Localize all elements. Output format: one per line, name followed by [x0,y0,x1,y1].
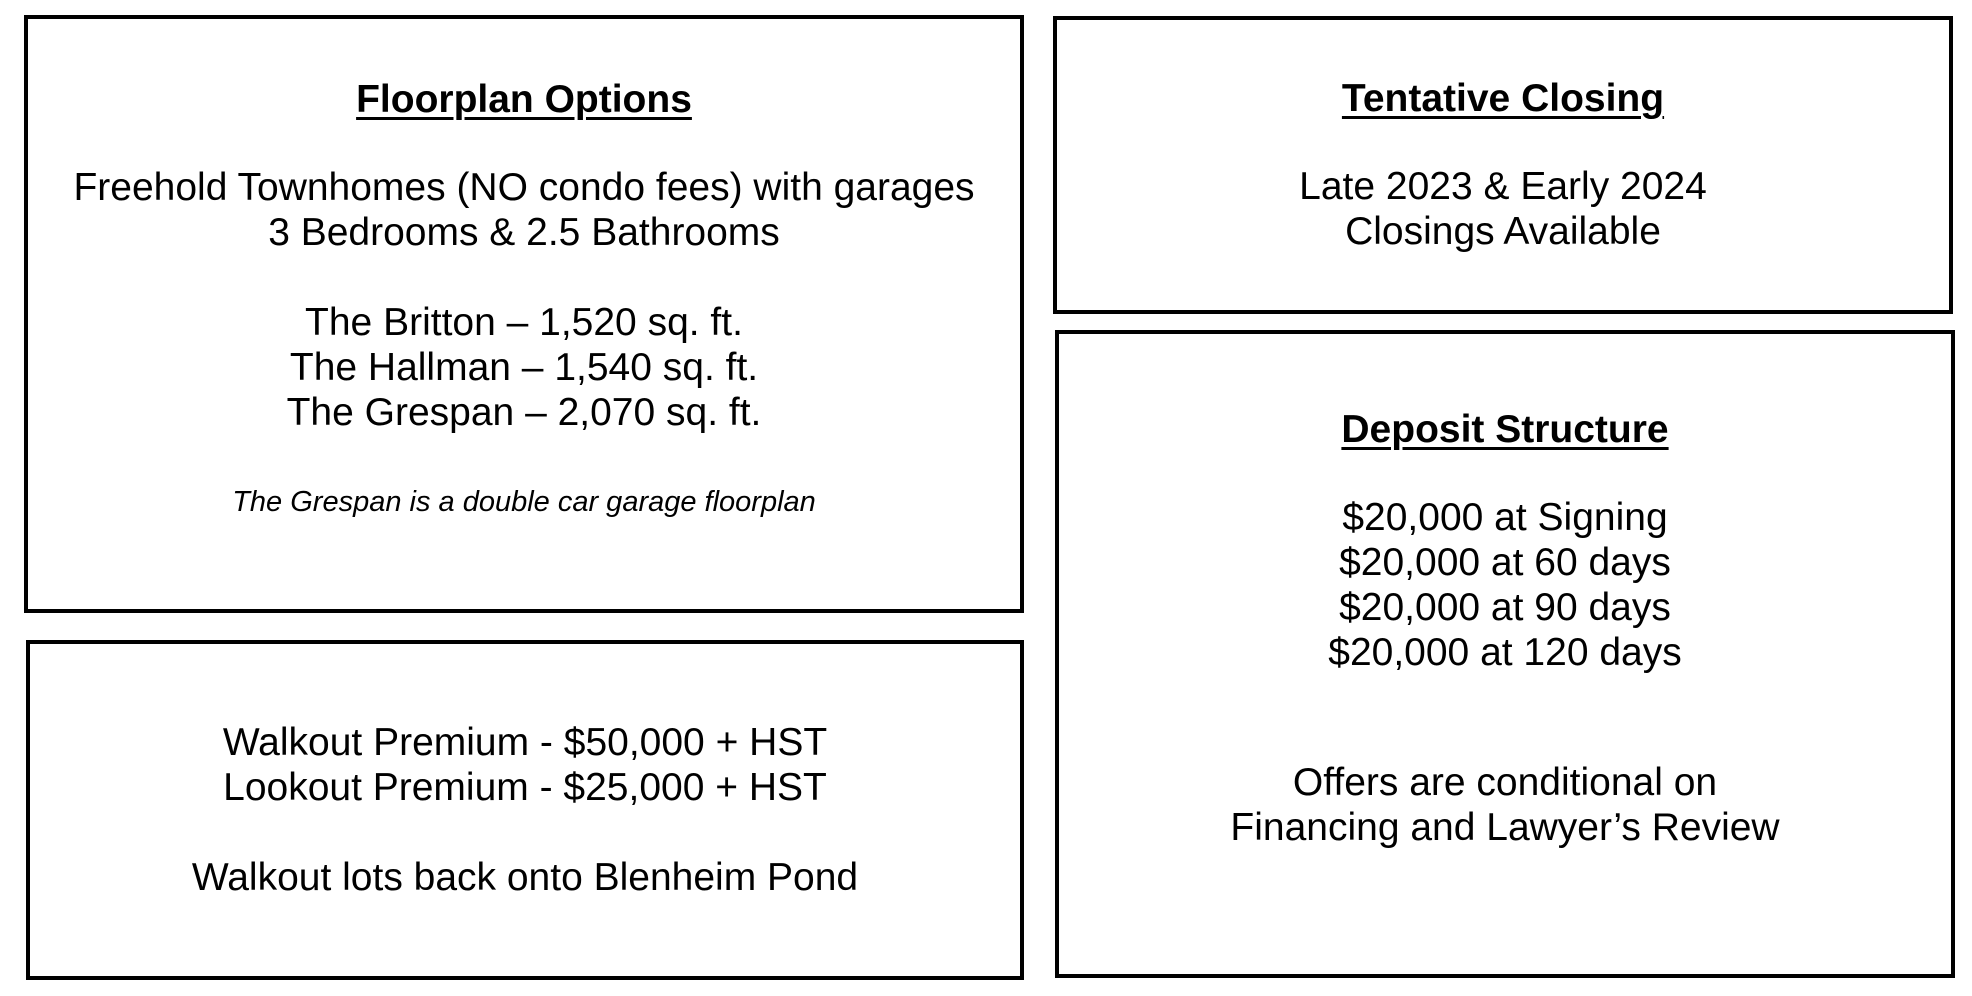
offers-conditional-text: Offers are conditional on [1292,761,1718,804]
deposit-signing: $20,000 at Signing [1342,496,1668,539]
tentative-closing-panel [1053,16,1953,314]
walkout-premium-text: Walkout Premium - $50,000 + HST [222,721,828,764]
bed-bath-text: 3 Bedrooms & 2.5 Bathrooms [268,211,780,254]
deposit-90-days: $20,000 at 90 days [1339,586,1671,629]
lot-premiums-panel [26,640,1024,980]
deposit-heading: Deposit Structure [1341,408,1669,451]
closing-heading: Tentative Closing [1341,77,1665,120]
walkout-lots-text: Walkout lots back onto Blenheim Pond [191,856,859,899]
lookout-premium-text: Lookout Premium - $25,000 + HST [223,766,827,809]
floorplan-hallman: The Hallman – 1,540 sq. ft. [289,346,759,389]
floorplan-britton: The Britton – 1,520 sq. ft. [305,301,743,344]
deposit-60-days: $20,000 at 60 days [1339,541,1671,584]
deposit-120-days: $20,000 at 120 days [1328,631,1682,674]
townhome-type-text: Freehold Townhomes (NO condo fees) with garages [73,166,975,209]
floorplan-heading: Floorplan Options [356,78,692,121]
floorplan-grespan: The Grespan – 2,070 sq. ft. [286,391,762,434]
deposit-structure-panel [1055,330,1955,978]
floorplan-options-panel [24,15,1024,613]
closings-available-text: Closings Available [1345,210,1661,253]
closing-dates-text: Late 2023 & Early 2024 [1299,165,1707,208]
financing-review-text: Financing and Lawyer’s Review [1230,806,1780,849]
grespan-garage-note: The Grespan is a double car garage floorplan [232,486,816,518]
